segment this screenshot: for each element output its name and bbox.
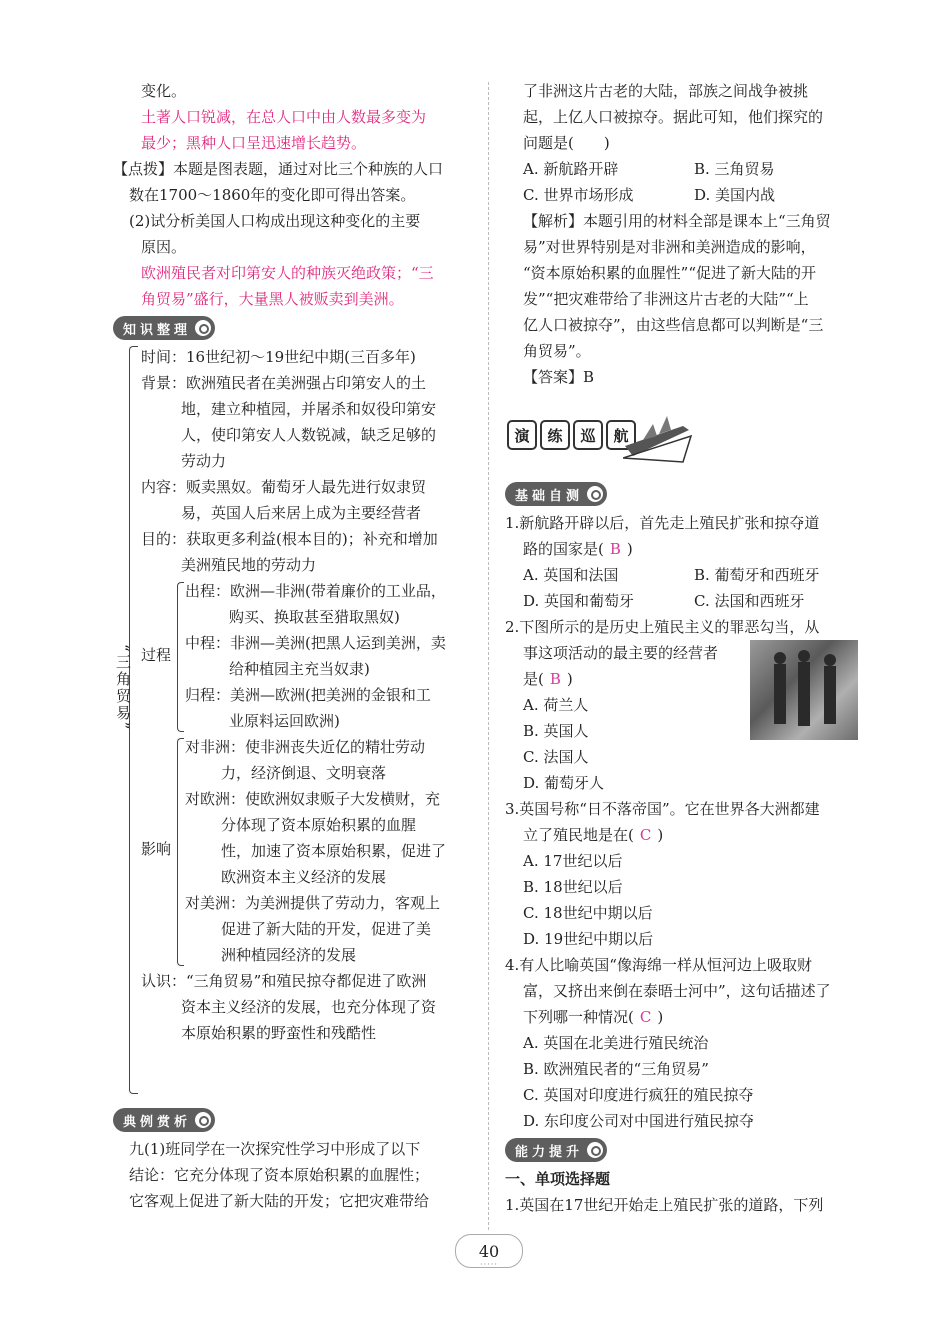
analysis-line: 发”“把灾难带给了非洲这片古老的大陆”“上 [523,290,809,308]
hint-line: 【点拨】本题是图表题，通过对比三个种族的人口 [113,160,444,178]
process-bracket [177,582,184,732]
question-line: 立了殖民地是在( C ) [523,826,664,844]
impact-label: 影响 [141,840,172,858]
answer-line: 角贸易”盛行，大量黑人被贩卖到美洲。 [141,290,404,308]
impact-line: 分体现了资本原始积累的血腥 [221,816,417,834]
option: C. 18世纪中期以后 [523,904,653,922]
banner-char: 巡 [573,420,603,450]
page-number [455,1234,523,1268]
tree-content-line: 内容：贩卖黑奴。葡萄牙人最先进行奴隶贸 [141,478,427,496]
badge-label: 典例赏析 [123,1114,192,1130]
page-number-text: 40 [478,1241,500,1261]
process-line: 给种植园主充当奴隶) [229,660,370,678]
section-badge-example [113,1108,215,1132]
question-line: 是( B ) [523,670,573,688]
tree-content-line: 易，英国人后来居上成为主要经营者 [181,504,422,522]
option-row [505,156,865,182]
magnifier-icon [587,1142,603,1158]
tree-recognition: 认识：“三角贸易”和殖民掠夺都促进了欧洲 [141,972,427,990]
answer-mark: C [639,1008,652,1026]
section-badge-basic [505,482,607,506]
magnifier-icon [195,320,211,336]
option: B. 三角贸易 [694,160,775,178]
process-label: 过程 [141,646,172,664]
process-line: 归程：美洲—欧洲(把美洲的金银和工 [185,686,431,704]
impact-line: 对非洲：使非洲丧失近亿的精壮劳动 [185,738,426,756]
option: A. 17世纪以后 [523,852,623,870]
answer-line: 欧洲殖民者对印第安人的种族灭绝政策；“三 [141,264,434,282]
banner-char: 练 [540,420,570,450]
right-column [505,78,865,1218]
impact-line: 力，经济倒退、文明衰落 [221,764,387,782]
tree-time: 时间：16世纪初～19世纪中期(三百多年) [141,348,416,366]
impact-line: 对美洲：为美洲提供了劳动力，客观上 [185,894,441,912]
analysis-line: 易”对世界特别是对非洲和美洲造成的影响， [523,238,816,256]
badge-label: 知识整理 [123,322,192,338]
option: C. 世界市场形成 [523,186,634,204]
analysis-line: 【解析】本题引用的材料全部是课本上“三角贸 [523,212,831,230]
tree-purpose: 美洲殖民地的劳动力 [181,556,317,574]
magnifier-icon [195,1112,211,1128]
option: D. 东印度公司对中国进行殖民掠夺 [523,1112,755,1130]
option: D. 英国和葡萄牙 [523,592,635,610]
impact-bracket [177,738,184,966]
tree-background: 背景：欧洲殖民者在美洲强占印第安人的土 [141,374,427,392]
option: D. 葡萄牙人 [523,774,605,792]
answer-line: 土著人口锐减，在总人口中由人数最多变为 [141,108,427,126]
left-column [113,78,475,1214]
option: D. 美国内战 [694,186,776,204]
impact-line: 洲种植园经济的发展 [221,946,357,964]
question-line: 1.新航路开辟以后，首先走上殖民扩张和掠夺道 [505,514,820,532]
section-badge-knowledge [113,316,215,340]
tree-background: 劳动力 [181,452,227,470]
question-line: 事这项活动的最主要的经营者 [523,644,719,662]
column-divider [488,82,489,1230]
option-row [505,562,865,588]
text-line: 了非洲这片古老的大陆，部族之间战争被挑 [523,82,809,100]
section-badge-ability [505,1138,607,1162]
impact-line: 性，加速了资本原始积累，促进了 [221,842,447,860]
impact-block [141,734,475,968]
answer-line: 【答案】B [523,368,595,386]
section-title: 一、单项选择题 [505,1170,611,1188]
option: B. 葡萄牙和西班牙 [694,566,820,584]
analysis-line: 亿人口被掠夺”，由这些信息都可以判断是“三 [523,316,824,334]
tree-background: 人，使印第安人人数锐减，缺乏足够的 [181,426,437,444]
option-row [505,182,865,208]
analysis-line: “资本原始积累的血腥性”“促进了新大陆的开 [523,264,817,282]
banner-title [507,420,636,450]
text-line: 问题是( ) [523,134,610,152]
impact-line: 对欧洲：使欧洲奴隶贩子大发横财，充 [185,790,441,808]
answer-mark: C [639,826,652,844]
option: C. 法国和西班牙 [694,592,805,610]
analysis-line: 角贸易”。 [523,342,591,360]
answer-mark: B [549,670,561,688]
example-line: 结论：它充分体现了资本原始积累的血腥性； [129,1166,430,1184]
tree-purpose: 目的：获取更多利益(根本目的)；补充和增加 [141,530,438,548]
option-row [505,588,865,614]
tree-background: 地，建立种植园，并屠杀和奴役印第安 [181,400,437,418]
option: C. 英国对印度进行疯狂的殖民掠夺 [523,1086,754,1104]
question-line: 下列哪一种情况( C ) [523,1008,664,1026]
question-line: 原因。 [141,238,187,256]
example-line: 九(1)班同学在一次探究性学习中形成了以下 [129,1140,421,1158]
option: A. 新航路开辟 [523,160,619,178]
question-line: 富，又挤出来倒在泰晤士河中”，这句话描述了 [523,982,831,1000]
text-line: 起，上亿人口被掠夺。据此可知，他们探究的 [523,108,824,126]
question-line: 路的国家是( B ) [523,540,633,558]
badge-label: 能力提升 [515,1144,584,1160]
tree-content [141,344,475,1046]
option: D. 19世纪中期以后 [523,930,654,948]
option: A. 英国和法国 [523,566,619,584]
process-line: 中程：非洲—美洲(把黑人运到美洲，卖 [185,634,446,652]
question-line: 3.英国号称“日不落帝国”。它在世界各大洲都建 [505,800,820,818]
question-line: 2.下图所示的是历史上殖民主义的罪恶勾当，从 [505,618,820,636]
magnifier-icon [587,486,603,502]
banner-char: 演 [507,420,537,450]
hint-line: 数在1700～1860年的变化即可得出答案。 [129,186,416,204]
option: B. 欧洲殖民者的“三角贸易” [523,1060,709,1078]
example-line: 它客观上促进了新大陆的开发；它把灾难带给 [129,1192,430,1210]
process-line: 购买、换取甚至猎取黑奴) [229,608,400,626]
badge-label: 基础自测 [515,488,584,504]
practice-banner [505,406,865,470]
option: C. 法国人 [523,748,589,766]
option: B. 18世纪以后 [523,878,623,896]
figures-icon [750,640,858,740]
question-line: (2)试分析美国人口构成出现这种变化的主要 [129,212,421,230]
slave-trade-photo [750,640,858,740]
impact-line: 促进了新大陆的开发，促进了美 [221,920,432,938]
tree-recognition: 本原始积累的野蛮性和残酷性 [181,1024,377,1042]
banner-char: 航 [606,420,636,450]
option: A. 荷兰人 [523,696,589,714]
answer-mark: B [609,540,621,558]
question-line: 1.英国在17世纪开始走上殖民扩张的道路，下列 [505,1196,824,1214]
tree-root-label: “三角贸易” [114,644,132,732]
process-block [141,578,475,734]
knowledge-tree [113,344,475,1104]
warship-icon [623,406,693,464]
text-line: 变化。 [141,82,187,100]
process-line: 业原料运回欧洲) [229,712,340,730]
option: B. 英国人 [523,722,589,740]
tree-recognition: 资本主义经济的发展，也充分体现了资 [181,998,437,1016]
question-line: 4.有人比喻英国“像海绵一样从恒河边上吸取财 [505,956,812,974]
option: A. 英国在北美进行殖民统治 [523,1034,709,1052]
impact-line: 欧洲资本主义经济的发展 [221,868,387,886]
page-dots: ····· [480,1260,498,1269]
question-2 [505,614,865,796]
answer-line: 最少；黑种人口呈迅速增长趋势。 [141,134,367,152]
process-line: 出程：欧洲—非洲(带着廉价的工业品， [185,582,446,600]
